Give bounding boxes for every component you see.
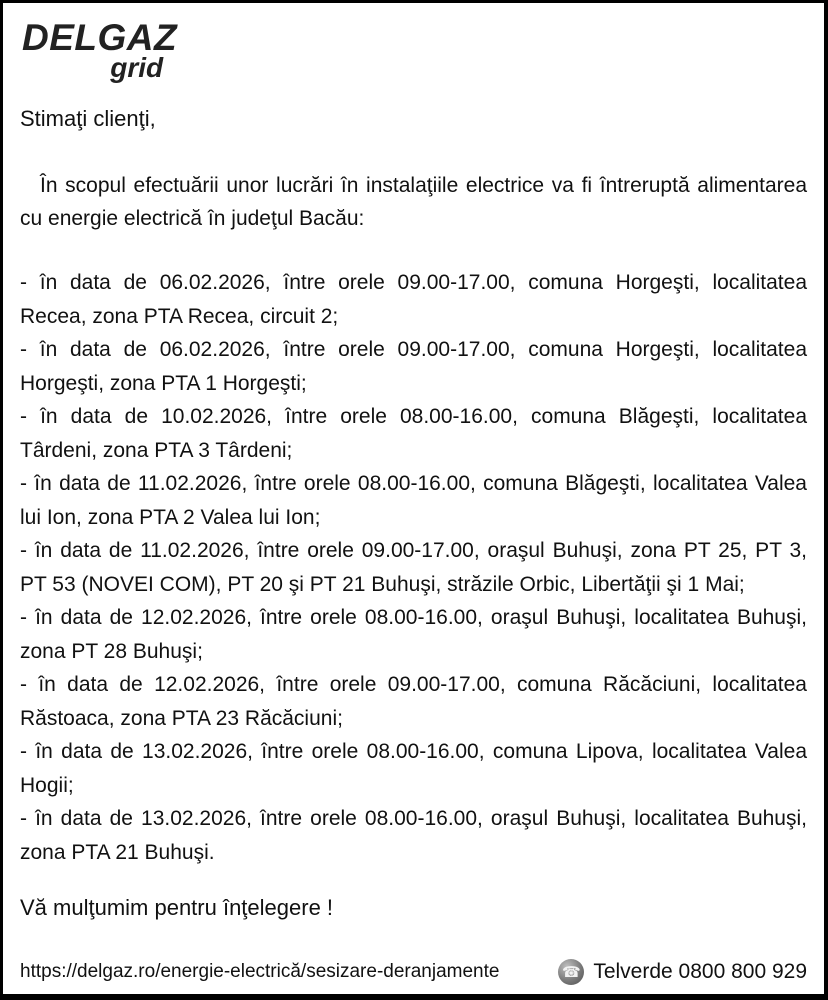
telverde-phone-number: Telverde 0800 800 929 xyxy=(593,960,807,983)
outage-item: - în data de 12.02.2026, între orele 09.00-17.00, comuna Răcăciuni, localitatea Răstoaca, zona PTA 23 Răcăciuni; xyxy=(20,673,807,730)
outage-item: - în data de 06.02.2026, între orele 09.00-17.00, comuna Horgeşti, localitatea Horgeşti, zona PTA 1 Horgeşti; xyxy=(20,338,807,395)
outage-item: - în data de 12.02.2026, între orele 08.00-16.00, oraşul Buhuşi, localitatea Buhuşi, zona PT 28 Buhuşi; xyxy=(20,606,807,663)
logo-brand-text: DELGAZ xyxy=(22,17,178,58)
footer xyxy=(20,959,807,985)
footer-url: https://delgaz.ro/energie-electrică/sesizare-deranjamente xyxy=(20,961,500,982)
intro-paragraph: În scopul efectuării unor lucrări în instalaţiile electrice va fi întreruptă alimentarea cu energie electrică în judeţul Bacău: xyxy=(20,174,807,230)
outage-list xyxy=(20,266,807,869)
greeting-text: Stimaţi clienţi, xyxy=(20,106,156,131)
logo-sub-text: grid xyxy=(110,52,164,83)
outage-item: - în data de 11.02.2026, între orele 09.00-17.00, oraşul Buhuşi, zona PT 25, PT 3, PT 53 (NOVEI COM), PT 20 şi PT 21 Buhuşi, străzile Orbic, Libertăţii şi 1 Mai; xyxy=(20,539,807,596)
closing-text: Vă mulţumim pentru înţelegere ! xyxy=(20,895,334,920)
outage-item: - în data de 11.02.2026, între orele 08.00-16.00, comuna Blăgeşti, localitatea Valea lui Ion, zona PTA 2 Valea lui Ion; xyxy=(20,472,807,529)
outage-item: - în data de 06.02.2026, între orele 09.00-17.00, comuna Horgeşti, localitatea Recea, zona PTA Recea, circuit 2; xyxy=(20,271,807,328)
telephone-icon xyxy=(558,959,584,985)
footer-phone xyxy=(558,959,807,985)
outage-item: - în data de 10.02.2026, între orele 08.00-16.00, comuna Blăgeşti, localitatea Târdeni, zona PTA 3 Târdeni; xyxy=(20,405,807,462)
outage-item: - în data de 13.02.2026, între orele 08.00-16.00, oraşul Buhuşi, localitatea Buhuşi, zona PTA 21 Buhuşi. xyxy=(20,807,807,864)
delgaz-grid-logo xyxy=(22,19,177,82)
outage-item: - în data de 13.02.2026, între orele 08.00-16.00, comuna Lipova, localitatea Valea Hogii; xyxy=(20,740,807,797)
